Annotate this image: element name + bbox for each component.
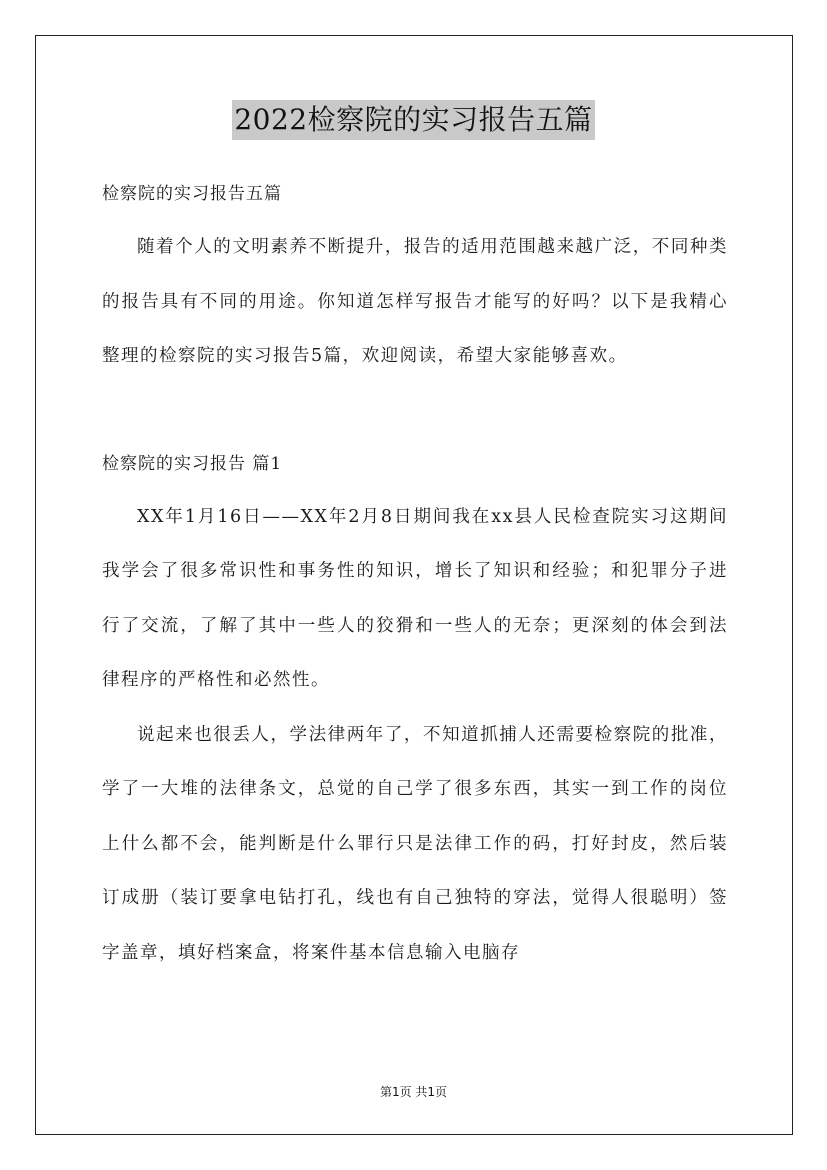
page-footer: 第1页 共1页 [379,1085,448,1099]
document-body [102,172,728,980]
intro-paragraph: 随着个人的文明素养不断提升，报告的适用范围越来越广泛，不同种类的报告具有不同的用途。你知道怎样写报告才能写的好吗？以下是我精心整理的检察院的实习报告5篇，欢迎阅读，希望大家能够喜欢。 [102,237,728,366]
document-subtitle: 检察院的实习报告五篇 [102,184,282,204]
body-paragraph-2: 说起来也很丢人，学法律两年了，不知道抓捕人还需要检察院的批准，学了一大堆的法律条文，总觉的自己学了很多东西，其实一到工作的岗位上什么都不会，能判断是什么罪行只是法律工作的码，打好封皮，然后装订成册（装订要拿电钻打孔，线也有自己独特的穿法，觉得人很聪明）签字盖章，填好档案盒，将案件基本信息输入电脑存 [102,724,728,963]
title-container [0,100,827,140]
section-heading: 检察院的实习报告 篇1 [102,453,283,474]
body-paragraph-1: XX年1月16日——XX年2月8日期间我在xx县人民检查院实习这期间我学会了很多常识性和事务性的知识，增长了知识和经验；和犯罪分子进行了交流，了解了其中一些人的狡猾和一些人的无奈；更深刻的体会到法律程序的严格性和必然性。 [102,506,728,690]
document-title: 2022检察院的实习报告五篇 [232,100,594,140]
